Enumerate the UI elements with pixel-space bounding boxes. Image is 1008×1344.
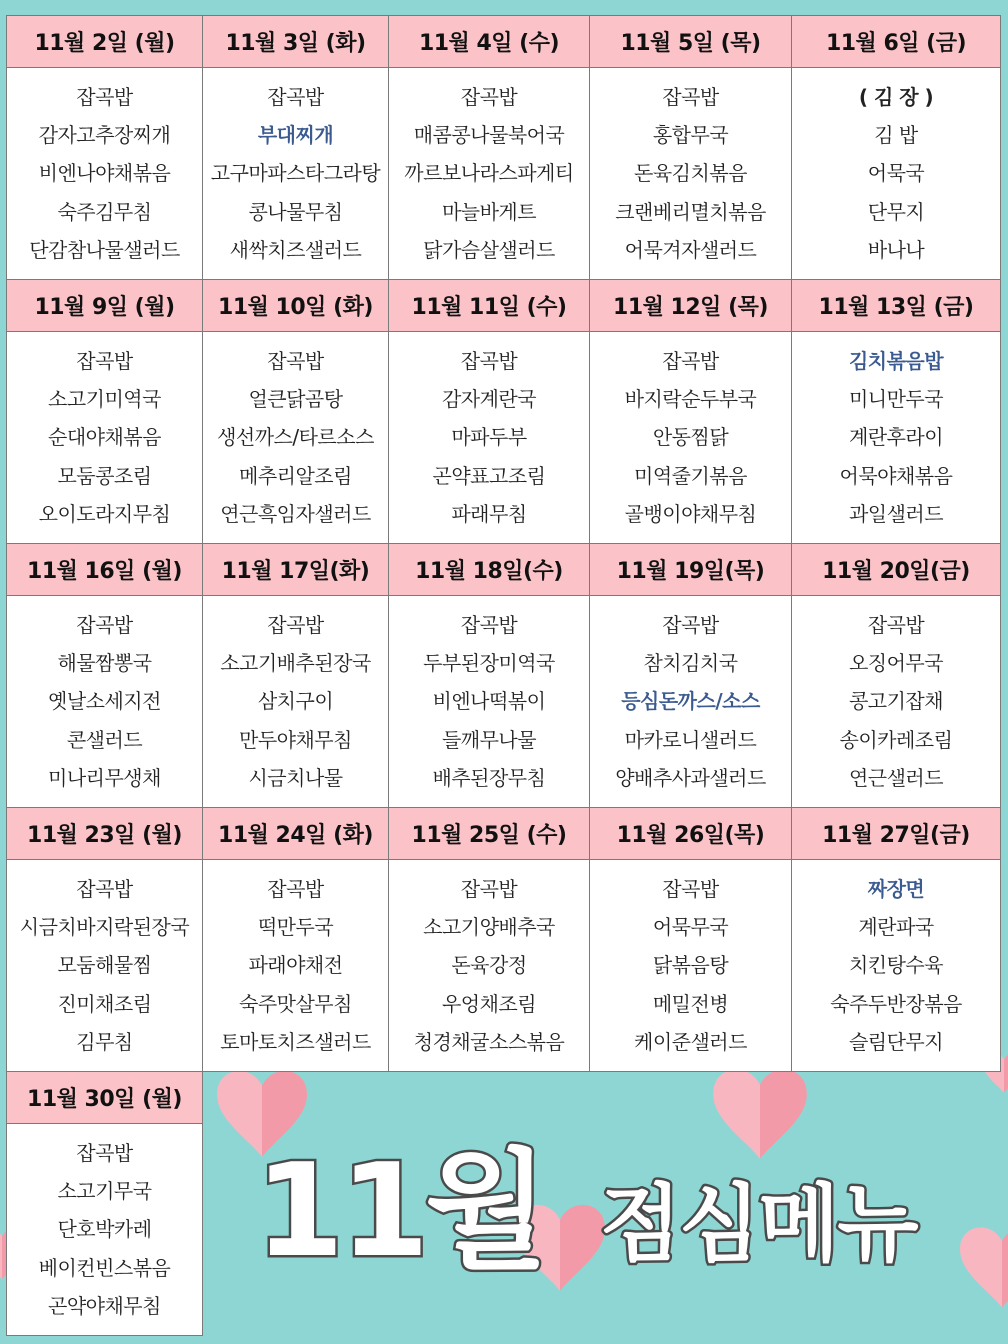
menu-item: 해물짬뽕국	[57, 651, 152, 676]
menu-item: 매콤콩나물북어국	[413, 123, 565, 148]
day-menu	[203, 860, 389, 1072]
header-row	[7, 280, 1001, 332]
menu-item: 돈육강정	[451, 953, 527, 978]
day-header: 11월 16일 (월)	[7, 544, 203, 596]
day-menu	[792, 68, 1001, 280]
menu-item: 숙주맛살무침	[239, 991, 352, 1016]
day-header: 11월 6일 (금)	[792, 16, 1001, 68]
day-header: 11월 25일 (수)	[389, 808, 590, 860]
menu-item: 콩고기잡채	[848, 689, 944, 714]
menu-list	[590, 606, 791, 797]
menu-item: 감자고추장찌개	[38, 123, 171, 148]
menu-row	[7, 68, 1001, 280]
day-menu	[792, 332, 1001, 544]
menu-list	[203, 606, 388, 797]
menu-item: 단호박카레	[57, 1217, 152, 1242]
menu-list	[7, 606, 202, 797]
menu-item: 잡곡밥	[76, 348, 133, 373]
menu-item: 순대야채볶음	[48, 425, 161, 450]
menu-item: 미나리무생채	[48, 765, 161, 790]
day-header: 11월 12일 (목)	[590, 280, 792, 332]
menu-item: 고구마파스타그라탕	[210, 161, 381, 186]
menu-item: 소고기미역국	[48, 387, 161, 412]
menu-item: 숙주김무침	[57, 199, 152, 224]
menu-item: 연근흑임자샐러드	[220, 501, 371, 526]
day-header: 11월 11일 (수)	[389, 280, 590, 332]
day-header: 11월 4일 (수)	[389, 16, 590, 68]
menu-list	[203, 78, 388, 269]
day-menu	[7, 1124, 203, 1336]
menu-item: 얼큰닭곰탕	[248, 387, 343, 412]
menu-item: 돈육김치볶음	[634, 161, 747, 186]
menu-item: 시금치나물	[248, 765, 343, 790]
menu-item: 미역줄기볶음	[634, 463, 747, 488]
menu-item: 만두야채무침	[239, 727, 352, 752]
menu-item: 김무침	[76, 1029, 133, 1054]
menu-item: 새싹치즈샐러드	[229, 237, 362, 262]
menu-item: 잡곡밥	[662, 876, 719, 901]
menu-item: 잡곡밥	[267, 348, 324, 373]
menu-list	[590, 342, 791, 533]
menu-item: 파래야채전	[248, 953, 343, 978]
menu-item: 등심돈까스/소스	[621, 689, 760, 714]
menu-item: 홍합무국	[652, 123, 729, 148]
menu-item: 소고기양배추국	[423, 915, 555, 940]
menu-item: 계란후라이	[848, 425, 944, 450]
menu-item: 곤약표고조림	[432, 463, 546, 488]
menu-item: 마늘바게트	[441, 199, 537, 224]
menu-item: 잡곡밥	[662, 348, 719, 373]
menu-item: 소고기무국	[57, 1179, 152, 1204]
menu-list	[7, 78, 202, 269]
menu-item: 비엔나떡볶이	[432, 689, 546, 714]
page-title	[255, 1135, 995, 1275]
menu-item: 연근샐러드	[848, 765, 944, 790]
menu-item: 삼치구이	[257, 689, 334, 714]
menu-list	[389, 870, 589, 1061]
menu-item: 닭볶음탕	[652, 953, 729, 978]
menu-item: 치킨탕수육	[848, 953, 944, 978]
menu-item: 계란파국	[858, 915, 934, 940]
day-header: 11월 2일 (월)	[7, 16, 203, 68]
menu-item: 잡곡밥	[267, 612, 324, 637]
menu-item: 잡곡밥	[76, 876, 133, 901]
day-header: 11월 23일 (월)	[7, 808, 203, 860]
menu-item: 진미채조림	[57, 991, 152, 1016]
menu-item: 잡곡밥	[460, 876, 518, 901]
menu-item: 숙주두반장볶음	[830, 991, 962, 1016]
menu-row	[7, 596, 1001, 808]
menu-item: 곤약야채무침	[48, 1293, 161, 1318]
menu-list	[389, 606, 589, 797]
day-menu	[590, 332, 792, 544]
menu-list	[389, 342, 589, 533]
day-header: 11월 10일 (화)	[203, 280, 389, 332]
menu-item: 과일샐러드	[848, 501, 944, 526]
menu-item: 베이컨빈스볶음	[38, 1255, 171, 1280]
menu-list	[792, 78, 1000, 269]
menu-item: 두부된장미역국	[423, 651, 555, 676]
menu-row	[7, 860, 1001, 1072]
menu-item: 생선까스/타르소스	[217, 425, 374, 450]
menu-item: 골뱅이야채무침	[624, 501, 757, 526]
day-menu	[590, 68, 792, 280]
menu-item: ( 김 장 )	[858, 84, 934, 109]
menu-item: 토마토치즈샐러드	[220, 1029, 371, 1054]
menu-item: 잡곡밥	[76, 84, 133, 109]
menu-item: 어묵무국	[652, 915, 729, 940]
menu-item: 잡곡밥	[267, 876, 324, 901]
menu-item: 까르보나라스파게티	[404, 161, 574, 186]
menu-list	[7, 870, 202, 1061]
title-month: 11월	[255, 1137, 545, 1275]
menu-item: 단무지	[867, 199, 925, 224]
menu-item: 송이카레조림	[839, 727, 953, 752]
menu-item: 어묵겨자샐러드	[624, 237, 757, 262]
empty-cell	[792, 1072, 1001, 1124]
day-header: 11월 24일 (화)	[203, 808, 389, 860]
menu-item: 잡곡밥	[460, 348, 518, 373]
menu-item: 바지락순두부국	[624, 387, 757, 412]
menu-item: 청경채굴소스볶음	[413, 1029, 565, 1054]
menu-list	[389, 78, 589, 269]
menu-list	[7, 342, 202, 533]
menu-item: 마카로니샐러드	[624, 727, 757, 752]
day-menu	[792, 860, 1001, 1072]
header-row	[7, 16, 1001, 68]
day-menu	[590, 596, 792, 808]
day-menu	[792, 596, 1001, 808]
day-header: 11월 27일(금)	[792, 808, 1001, 860]
menu-item: 메밀전병	[652, 991, 729, 1016]
menu-item: 잡곡밥	[662, 84, 719, 109]
day-menu	[590, 860, 792, 1072]
menu-item: 모둠콩조림	[57, 463, 152, 488]
menu-item: 모둠해물찜	[57, 953, 152, 978]
menu-item: 들깨무나물	[441, 727, 537, 752]
menu-item: 참치김치국	[643, 651, 738, 676]
menu-item: 김 밥	[874, 123, 918, 148]
menu-item: 크랜베리멸치볶음	[615, 199, 766, 224]
menu-item: 감자계란국	[441, 387, 537, 412]
day-header: 11월 13일 (금)	[792, 280, 1001, 332]
menu-item: 잡곡밥	[867, 612, 925, 637]
menu-list	[792, 870, 1000, 1061]
menu-item: 배추된장무침	[432, 765, 546, 790]
menu-item: 시금치바지락된장국	[19, 915, 190, 940]
menu-list	[792, 342, 1000, 533]
menu-item: 어묵야채볶음	[839, 463, 953, 488]
day-menu	[389, 332, 590, 544]
empty-cell	[203, 1072, 389, 1124]
day-header: 11월 26일(목)	[590, 808, 792, 860]
day-menu	[7, 332, 203, 544]
day-header: 11월 19일(목)	[590, 544, 792, 596]
day-header: 11월 18일(수)	[389, 544, 590, 596]
day-menu	[7, 596, 203, 808]
day-menu	[7, 860, 203, 1072]
day-header: 11월 3일 (화)	[203, 16, 389, 68]
menu-item: 옛날소세지전	[48, 689, 161, 714]
title-label: 점심메뉴	[600, 1175, 917, 1273]
empty-cell	[590, 1072, 792, 1124]
menu-item: 안동찜닭	[652, 425, 729, 450]
menu-item: 단감참나물샐러드	[29, 237, 180, 262]
day-menu	[389, 596, 590, 808]
menu-item: 짜장면	[867, 876, 925, 901]
menu-item: 슬림단무지	[848, 1029, 944, 1054]
menu-item: 양배추사과샐러드	[615, 765, 766, 790]
header-row	[7, 544, 1001, 596]
menu-item: 우엉채조림	[441, 991, 537, 1016]
day-menu	[203, 332, 389, 544]
menu-list	[203, 342, 388, 533]
menu-item: 비엔나야채볶음	[38, 161, 171, 186]
menu-list	[7, 1134, 202, 1325]
header-row	[7, 1072, 1001, 1124]
menu-list	[590, 78, 791, 269]
menu-item: 오이도라지무침	[38, 501, 171, 526]
menu-item: 부대찌개	[257, 123, 334, 148]
menu-item: 콩나물무침	[248, 199, 343, 224]
day-menu	[7, 68, 203, 280]
menu-item: 바나나	[867, 237, 925, 262]
menu-list	[792, 606, 1000, 797]
day-menu	[389, 860, 590, 1072]
menu-item: 미니만두국	[848, 387, 944, 412]
menu-item: 케이준샐러드	[634, 1029, 747, 1054]
menu-item: 닭가슴살샐러드	[423, 237, 555, 262]
menu-item: 잡곡밥	[76, 1140, 133, 1165]
menu-item: 잡곡밥	[76, 612, 133, 637]
menu-item: 소고기배추된장국	[220, 651, 371, 676]
menu-item: 오징어무국	[848, 651, 944, 676]
menu-item: 잡곡밥	[460, 84, 518, 109]
day-header: 11월 30일 (월)	[7, 1072, 203, 1124]
menu-list	[203, 870, 388, 1061]
menu-item: 어묵국	[867, 161, 925, 186]
menu-item: 김치볶음밥	[848, 348, 944, 373]
menu-item: 떡만두국	[257, 915, 334, 940]
day-header: 11월 20일(금)	[792, 544, 1001, 596]
menu-item: 잡곡밥	[460, 612, 518, 637]
menu-item: 마파두부	[451, 425, 527, 450]
menu-row	[7, 332, 1001, 544]
menu-item: 파래무침	[451, 501, 527, 526]
day-menu	[389, 68, 590, 280]
menu-item: 잡곡밥	[267, 84, 324, 109]
day-header: 11월 17일(화)	[203, 544, 389, 596]
day-header: 11월 5일 (목)	[590, 16, 792, 68]
day-menu	[203, 68, 389, 280]
menu-list	[590, 870, 791, 1061]
day-header: 11월 9일 (월)	[7, 280, 203, 332]
menu-item: 콘샐러드	[66, 727, 143, 752]
empty-cell	[389, 1072, 590, 1124]
menu-item: 잡곡밥	[662, 612, 719, 637]
menu-item: 메추리알조림	[239, 463, 352, 488]
day-menu	[203, 596, 389, 808]
header-row	[7, 808, 1001, 860]
